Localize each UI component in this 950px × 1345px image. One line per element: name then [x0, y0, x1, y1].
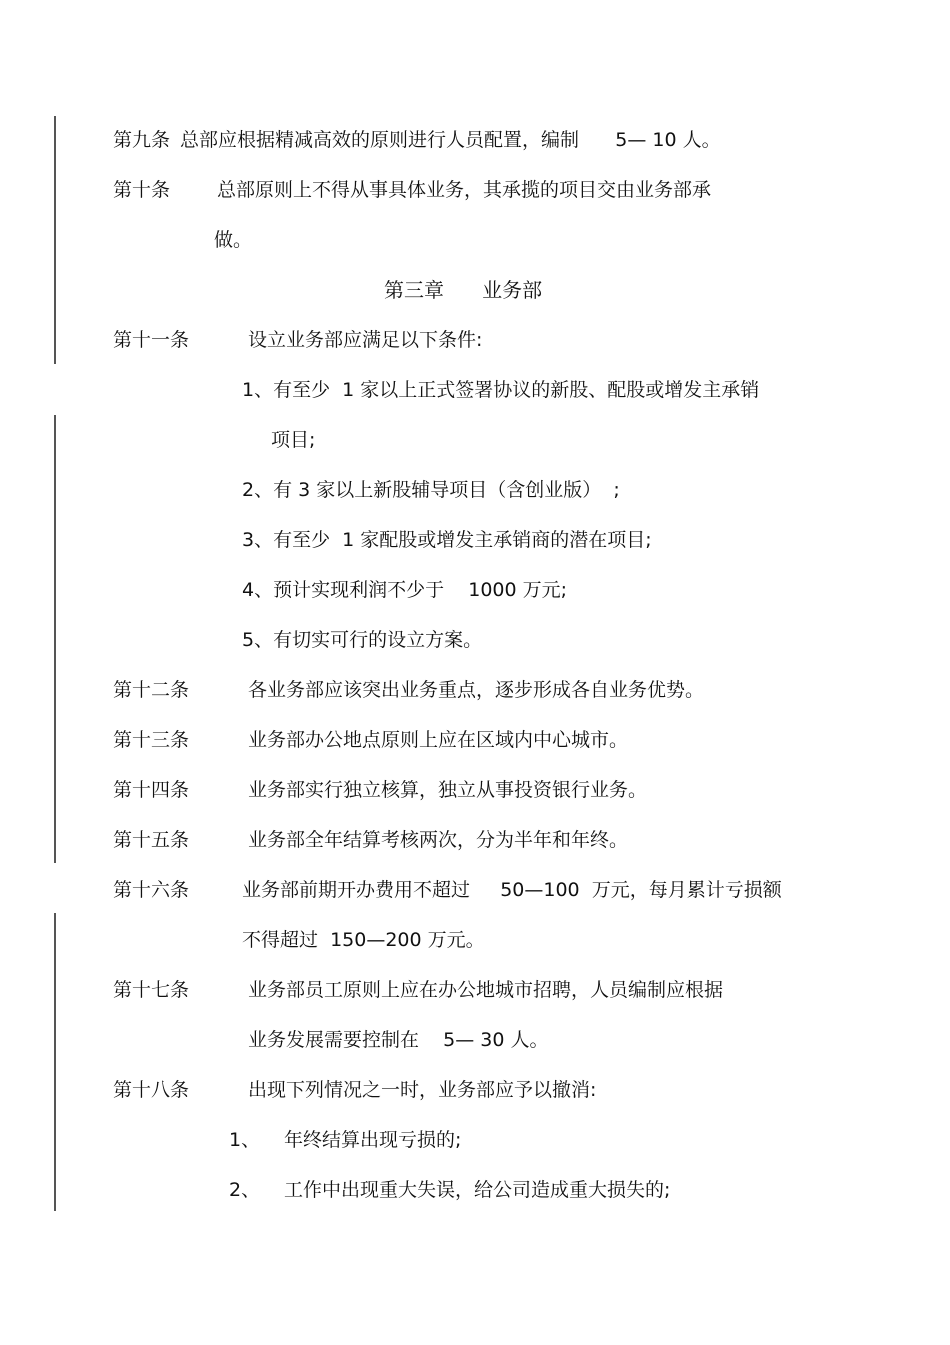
article-text: 业务部前期开办费用不超过 50—100 万元，每月累计亏损额 [242, 879, 782, 901]
article-label: 第十五条 [113, 829, 190, 851]
article-label: 第十二条 [113, 679, 190, 701]
article-text: 出现下列情况之一时，业务部应予以撤消: [248, 1079, 597, 1101]
article-label: 第十七条 [113, 979, 190, 1001]
revision-bar [54, 913, 56, 1211]
article-label: 第九条 [113, 129, 171, 151]
revocation-text: 年终结算出现亏损的; [284, 1129, 462, 1151]
article-text: 各业务部应该突出业务重点，逐步形成各自业务优势。 [248, 679, 705, 701]
condition-continuation: 项目; [271, 429, 316, 451]
condition-item: 4、预计实现利润不少于 1000 万元; [242, 579, 568, 601]
article-label: 第十八条 [113, 1079, 190, 1101]
condition-item: 2、有 3 家以上新股辅导项目（含创业版） ; [242, 479, 620, 501]
article-text: 总部应根据精减高效的原则进行人员配置，编制 5— 10 人。 [180, 129, 721, 151]
revision-bar [54, 415, 56, 863]
article-label: 第十四条 [113, 779, 190, 801]
article-text: 业务部实行独立核算，独立从事投资银行业务。 [248, 779, 648, 801]
article-text: 业务部全年结算考核两次，分为半年和年终。 [248, 829, 629, 851]
condition-item: 5、有切实可行的设立方案。 [242, 629, 483, 651]
article-continuation: 不得超过 150—200 万元。 [242, 929, 485, 951]
article-label: 第十一条 [113, 329, 190, 351]
article-label: 第十三条 [113, 729, 190, 751]
condition-item: 1、有至少 1 家以上正式签署协议的新股、配股或增发主承销 [242, 379, 760, 401]
article-text: 设立业务部应满足以下条件: [248, 329, 483, 351]
revocation-number: 1、 [229, 1129, 261, 1151]
article-text: 总部原则上不得从事具体业务，其承揽的项目交由业务部承 [217, 179, 712, 201]
revocation-text: 工作中出现重大失误，给公司造成重大损失的; [284, 1179, 671, 1201]
condition-item: 3、有至少 1 家配股或增发主承销商的潜在项目; [242, 529, 652, 551]
article-text: 业务部员工原则上应在办公地城市招聘，人员编制应根据 [248, 979, 724, 1001]
article-continuation: 业务发展需要控制在 5— 30 人。 [248, 1029, 549, 1051]
article-label: 第十六条 [113, 879, 190, 901]
revocation-number: 2、 [229, 1179, 261, 1201]
revision-bar [54, 116, 56, 364]
article-text: 业务部办公地点原则上应在区域内中心城市。 [248, 729, 629, 751]
chapter-title: 第三章 业务部 [384, 278, 543, 302]
article-continuation: 做。 [214, 229, 253, 251]
article-label: 第十条 [113, 179, 171, 201]
